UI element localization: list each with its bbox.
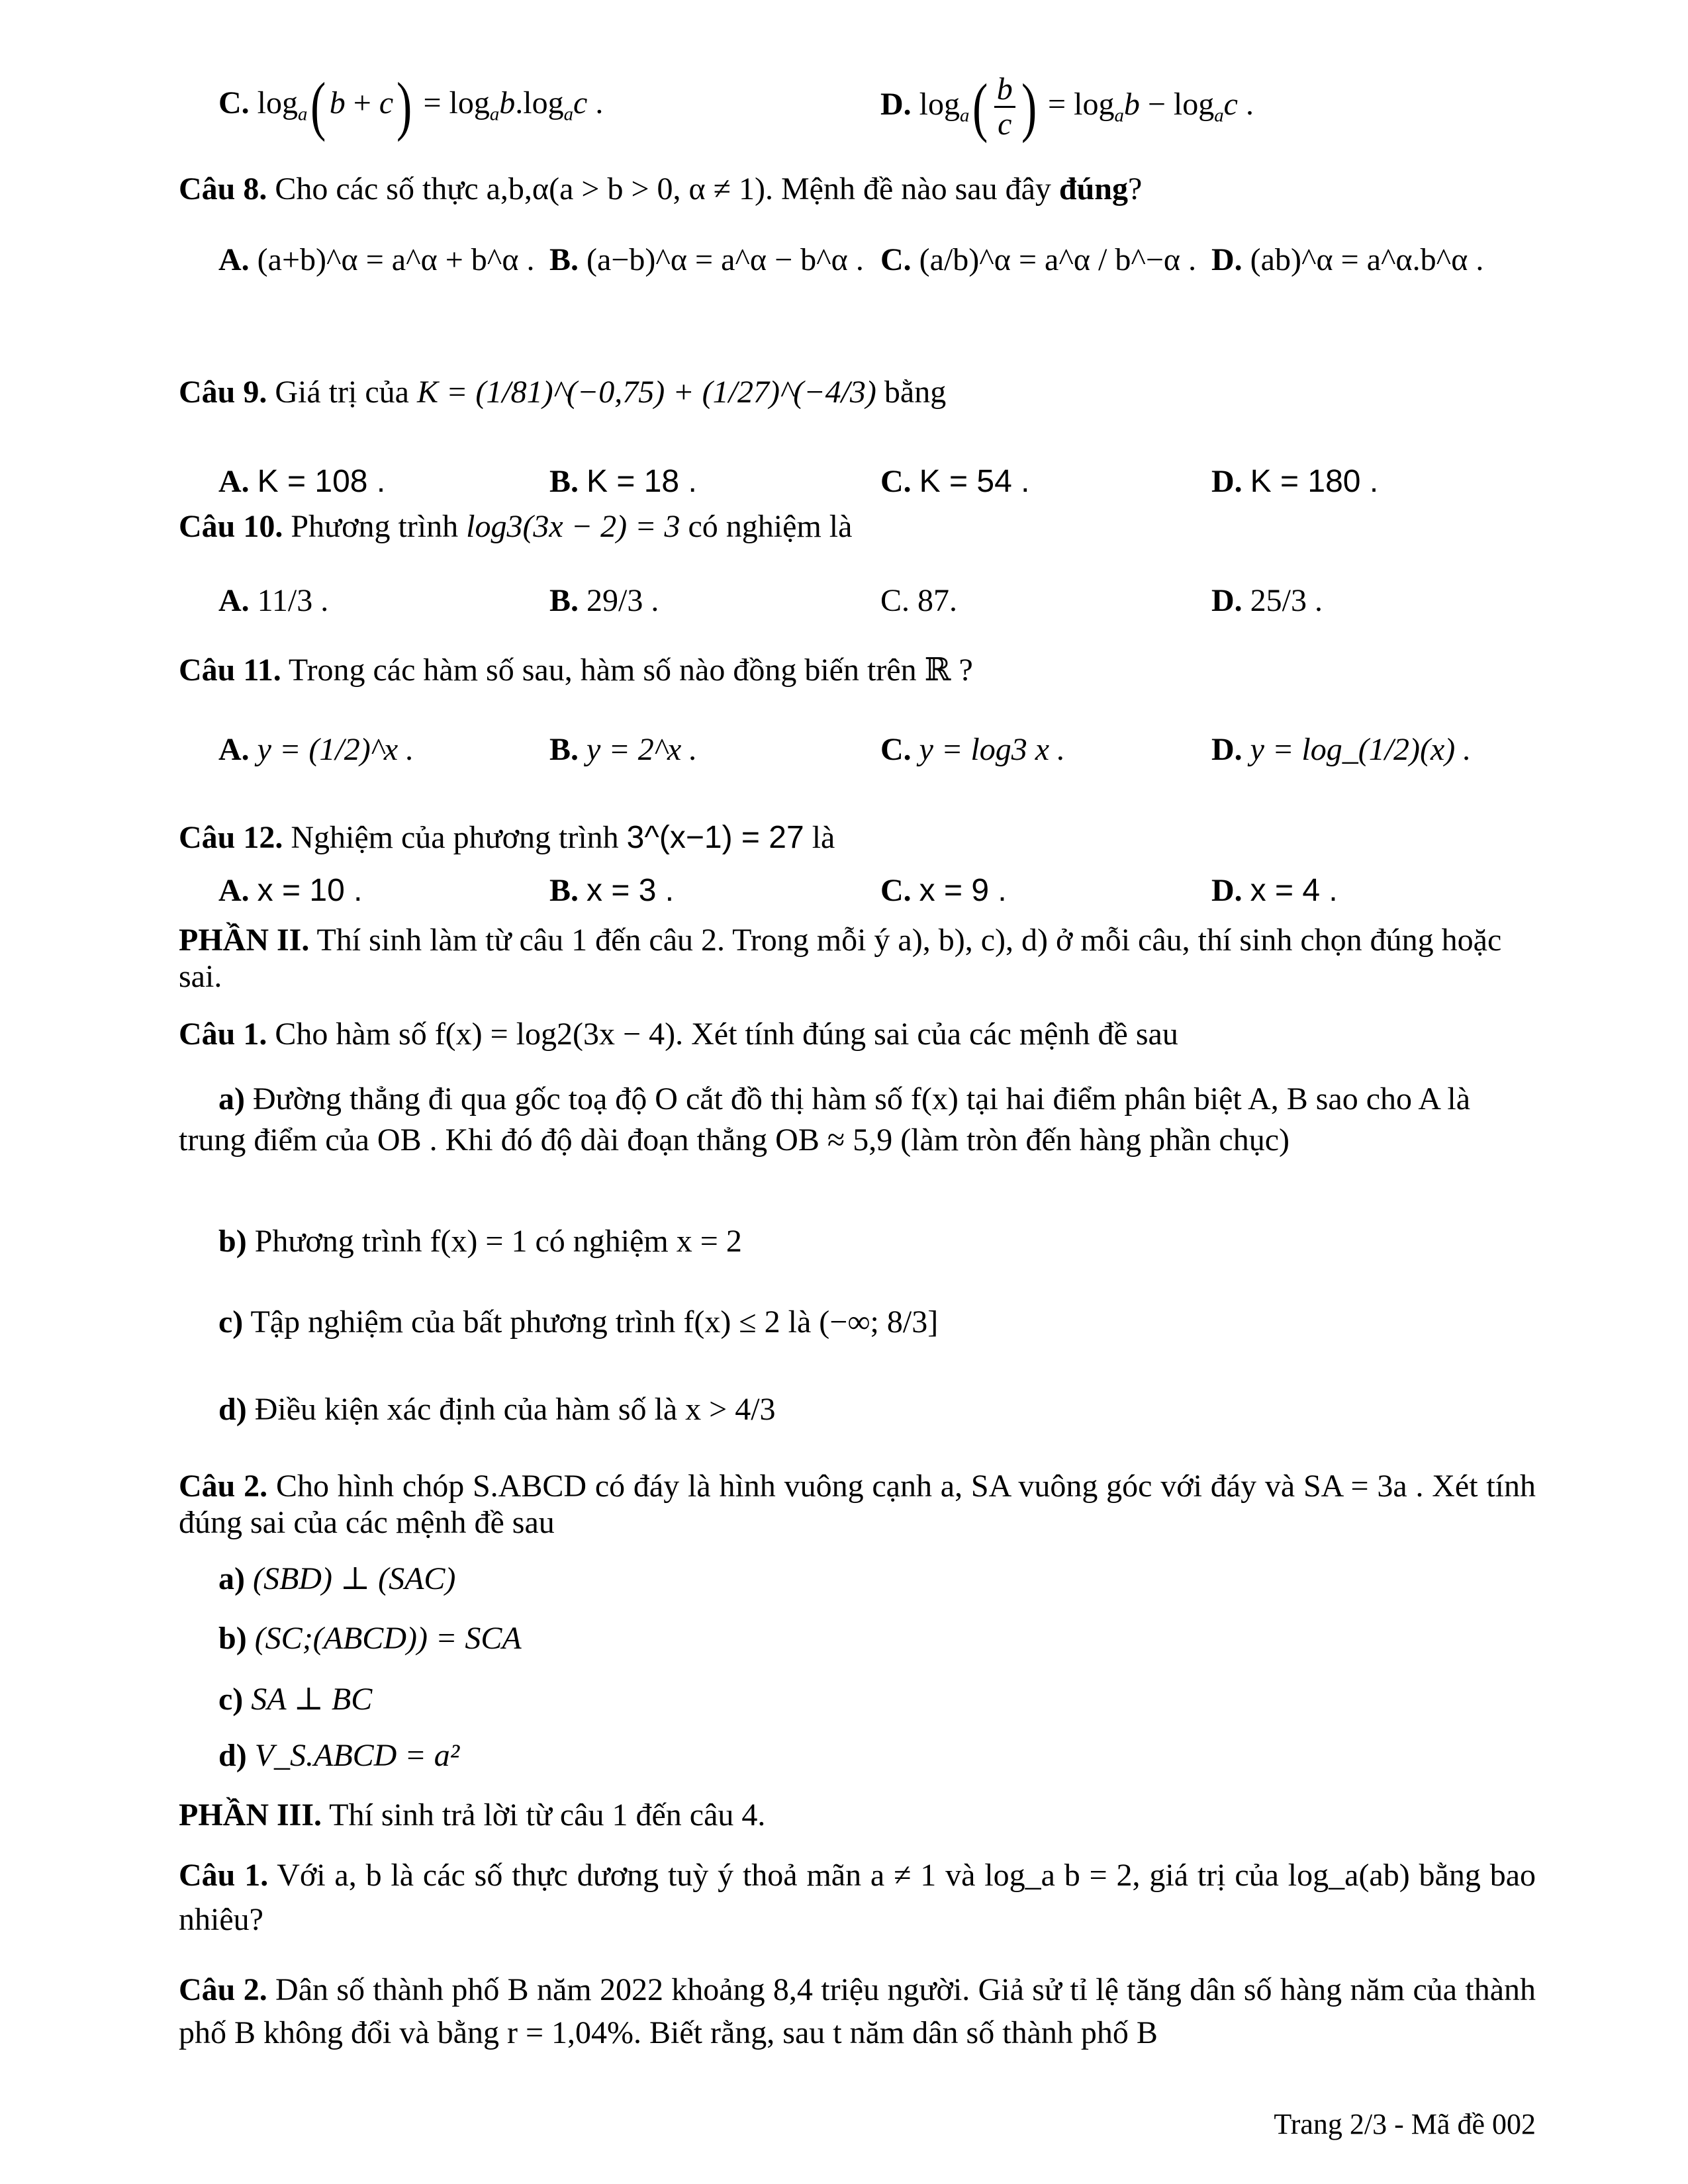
question-text: Giá trị của bbox=[275, 375, 409, 410]
question-end: bằng bbox=[884, 375, 947, 410]
part-2-question-2 bbox=[179, 1468, 1536, 1541]
option-label: D. bbox=[880, 86, 912, 122]
part-3-header bbox=[179, 1797, 765, 1833]
option-text: x = 3 . bbox=[586, 873, 675, 908]
option-text: K = 180 . bbox=[1250, 464, 1379, 499]
option-label: D. bbox=[1211, 873, 1243, 908]
option-label: B. bbox=[549, 732, 579, 767]
statement-a bbox=[218, 1561, 455, 1597]
question-10-options bbox=[218, 582, 1476, 642]
option-a[interactable] bbox=[218, 731, 414, 768]
option-b[interactable] bbox=[549, 731, 697, 768]
option-label: A. bbox=[218, 464, 250, 499]
statement-b bbox=[218, 1223, 742, 1259]
option-text: 29/3 . bbox=[586, 583, 659, 618]
question-text: Cho hàm số f(x) = log2(3x − 4). Xét tính đúng sai của các mệnh đề sau bbox=[275, 1017, 1178, 1052]
option-c[interactable] bbox=[880, 731, 1065, 768]
statement-label: c) bbox=[218, 1682, 244, 1717]
option-label: D. bbox=[1211, 464, 1243, 499]
statement-text: V_S.ABCD = a² bbox=[254, 1738, 460, 1773]
statement-text: (SBD) ⊥ (SAC) bbox=[252, 1561, 456, 1596]
option-label: C. bbox=[880, 732, 912, 767]
option-label: A. bbox=[218, 732, 250, 767]
question-emphasis: đúng bbox=[1058, 171, 1128, 206]
option-text: x = 4 . bbox=[1250, 873, 1338, 908]
statement-label: c) bbox=[218, 1304, 244, 1340]
option-b[interactable] bbox=[549, 872, 674, 909]
question-formula: log3(3x − 2) = 3 bbox=[466, 509, 680, 544]
statement-label: b) bbox=[218, 1621, 247, 1656]
statement-text: Tập nghiệm của bất phương trình f(x) ≤ 2 là (−∞; 8/3] bbox=[250, 1304, 939, 1340]
option-b[interactable] bbox=[549, 582, 659, 619]
question-number: Câu 8. bbox=[179, 171, 267, 206]
option-a[interactable] bbox=[218, 872, 362, 909]
part-instructions: Thí sinh trả lời từ câu 1 đến câu 4. bbox=[329, 1797, 766, 1833]
question-text: Trong các hàm số sau, hàm số nào đồng biến trên ℝ ? bbox=[288, 653, 973, 688]
option-text: K = 54 . bbox=[919, 464, 1030, 499]
option-d[interactable] bbox=[1211, 872, 1338, 909]
option-text: y = log_(1/2)(x) . bbox=[1250, 732, 1472, 767]
option-d[interactable] bbox=[1211, 463, 1378, 500]
statement-c bbox=[218, 1681, 372, 1717]
question-text: Nghiệm của phương trình bbox=[291, 820, 619, 855]
option-c[interactable] bbox=[880, 582, 957, 619]
question-10 bbox=[179, 508, 852, 545]
option-text: K = 108 . bbox=[257, 464, 386, 499]
option-text: 25/3 . bbox=[1250, 583, 1323, 618]
option-c[interactable] bbox=[880, 242, 1196, 278]
option-text: 11/3 . bbox=[257, 583, 329, 618]
question-number: Câu 1. bbox=[179, 1017, 267, 1052]
option-d[interactable] bbox=[1211, 582, 1323, 619]
option-label: D. bbox=[1211, 732, 1243, 767]
question-number: Câu 10. bbox=[179, 509, 283, 544]
statement-label: b) bbox=[218, 1224, 247, 1259]
option-text: (a−b)^α = a^α − b^α . bbox=[586, 242, 864, 277]
option-label: C. bbox=[880, 873, 912, 908]
question-text: Với a, b là các số thực dương tuỳ ý thoả mãn a ≠ 1 và log_a b = 2, giá trị của log_a(ab) bằng bao nhiêu? bbox=[179, 1858, 1536, 1938]
question-text: Cho các số thực a,b,α(a > b > 0, α ≠ 1). Mệnh đề nào sau đây bbox=[275, 171, 1051, 206]
option-label: C. bbox=[880, 242, 912, 277]
option-d[interactable] bbox=[1211, 242, 1483, 278]
question-number: Câu 1. bbox=[179, 1858, 269, 1893]
option-label: C. bbox=[218, 85, 250, 121]
option-label: D. bbox=[1211, 242, 1243, 277]
option-text: y = log3 x . bbox=[919, 732, 1066, 767]
option-b[interactable] bbox=[549, 463, 697, 500]
statement-label: a) bbox=[218, 1081, 245, 1116]
statement-d bbox=[218, 1391, 776, 1428]
question-9 bbox=[179, 374, 946, 410]
question-text: Dân số thành phố B năm 2022 khoảng 8,4 triệu người. Giả sử tỉ lệ tăng dân số hàng năm của thành phố B không đổi và bằng r = 1,04%. Biết rằng, sau t năm dân số thành phố B bbox=[179, 1972, 1536, 2050]
option-a[interactable] bbox=[218, 242, 534, 278]
question-number: Câu 12. bbox=[179, 820, 283, 855]
statement-text: Đường thẳng đi qua gốc toạ độ O cắt đồ thị hàm số f(x) tại hai điểm phân biệt A, B sao cho A là trung điểm của OB . Khi đó độ dài đoạn thẳng OB ≈ 5,9 (làm tròn đến hàng phần chục) bbox=[179, 1081, 1471, 1158]
top-option-c bbox=[218, 69, 604, 142]
part-2-header bbox=[179, 922, 1536, 995]
option-text: x = 9 . bbox=[919, 873, 1007, 908]
question-end: có nghiệm là bbox=[688, 509, 853, 544]
statement-d bbox=[218, 1737, 459, 1774]
option-b[interactable] bbox=[549, 242, 864, 278]
statement-a bbox=[179, 1079, 1536, 1161]
option-label: C. bbox=[880, 583, 910, 618]
part-3-question-1 bbox=[179, 1853, 1536, 1942]
option-d-formula: $\log_a$( $\frac{b}{c}$ ) = $\log_ab - \log_ac$ . bbox=[919, 69, 1254, 144]
question-formula: 3^(x−1) = 27 bbox=[626, 820, 804, 855]
page-footer: Trang 2/3 - Mã đề 002 bbox=[1274, 2108, 1536, 2140]
question-8-options bbox=[218, 242, 1484, 301]
part-instructions: Thí sinh làm từ câu 1 đến câu 2. Trong mỗi ý a), b), c), d) ở mỗi câu, thí sinh chọn đúng hoặc sai. bbox=[179, 923, 1502, 995]
question-11 bbox=[179, 652, 973, 688]
question-number: Câu 2. bbox=[179, 1469, 268, 1504]
question-11-options bbox=[218, 731, 1476, 791]
question-text: Cho hình chóp S.ABCD có đáy là hình vuông cạnh a, SA vuông góc với đáy và SA = 3a . Xét tính đúng sai của các mệnh đề sau bbox=[179, 1469, 1536, 1541]
question-number: Câu 9. bbox=[179, 375, 267, 410]
option-d[interactable] bbox=[1211, 731, 1471, 768]
part-2-question-1 bbox=[179, 1016, 1536, 1052]
option-label: B. bbox=[549, 464, 579, 499]
question-formula: K = (1/81)^(−0,75) + (1/27)^(−4/3) bbox=[416, 375, 876, 410]
question-12 bbox=[179, 819, 835, 856]
option-a[interactable] bbox=[218, 463, 385, 500]
option-c-formula: $\log_a$( $b + c) = \log_ab.\log_ac$ . bbox=[257, 69, 604, 142]
statement-label: d) bbox=[218, 1738, 247, 1773]
option-text: (ab)^α = a^α.b^α . bbox=[1250, 242, 1484, 277]
option-text: (a+b)^α = a^α + b^α . bbox=[257, 242, 535, 277]
question-number: Câu 2. bbox=[179, 1972, 267, 2007]
statement-c bbox=[218, 1304, 938, 1340]
statement-label: a) bbox=[218, 1561, 245, 1596]
part-title: PHẦN II. bbox=[179, 923, 310, 958]
option-label: B. bbox=[549, 242, 579, 277]
option-text: y = (1/2)^x . bbox=[257, 732, 414, 767]
option-label: A. bbox=[218, 242, 250, 277]
option-label: C. bbox=[880, 464, 912, 499]
part-3-question-2 bbox=[179, 1969, 1536, 2055]
option-text: x = 10 . bbox=[257, 873, 363, 908]
part-title: PHẦN III. bbox=[179, 1797, 322, 1833]
statement-text: SA ⊥ BC bbox=[251, 1682, 373, 1717]
top-option-d bbox=[880, 69, 1254, 144]
option-c[interactable] bbox=[880, 463, 1029, 500]
question-end: là bbox=[812, 820, 835, 855]
option-label: B. bbox=[549, 583, 579, 618]
option-label: A. bbox=[218, 873, 250, 908]
question-8 bbox=[179, 171, 1142, 207]
question-number: Câu 11. bbox=[179, 653, 281, 688]
option-label: B. bbox=[549, 873, 579, 908]
option-label: D. bbox=[1211, 583, 1243, 618]
option-label: A. bbox=[218, 583, 250, 618]
question-text: Phương trình bbox=[291, 509, 459, 544]
option-text: (a/b)^α = a^α / b^−α . bbox=[919, 242, 1197, 277]
option-text: y = 2^x . bbox=[586, 732, 698, 767]
option-text: 87. bbox=[917, 583, 958, 618]
statement-text: Điều kiện xác định của hàm số là x > 4/3 bbox=[254, 1392, 776, 1427]
option-text: K = 18 . bbox=[586, 464, 697, 499]
option-c[interactable] bbox=[880, 872, 1007, 909]
statement-text: Phương trình f(x) = 1 có nghiệm x = 2 bbox=[254, 1224, 742, 1259]
statement-b bbox=[218, 1620, 522, 1657]
statement-text: (SC;(ABCD)) = SCA bbox=[254, 1621, 522, 1656]
statement-label: d) bbox=[218, 1392, 247, 1427]
option-a[interactable] bbox=[218, 582, 328, 619]
question-end: ? bbox=[1127, 171, 1143, 206]
